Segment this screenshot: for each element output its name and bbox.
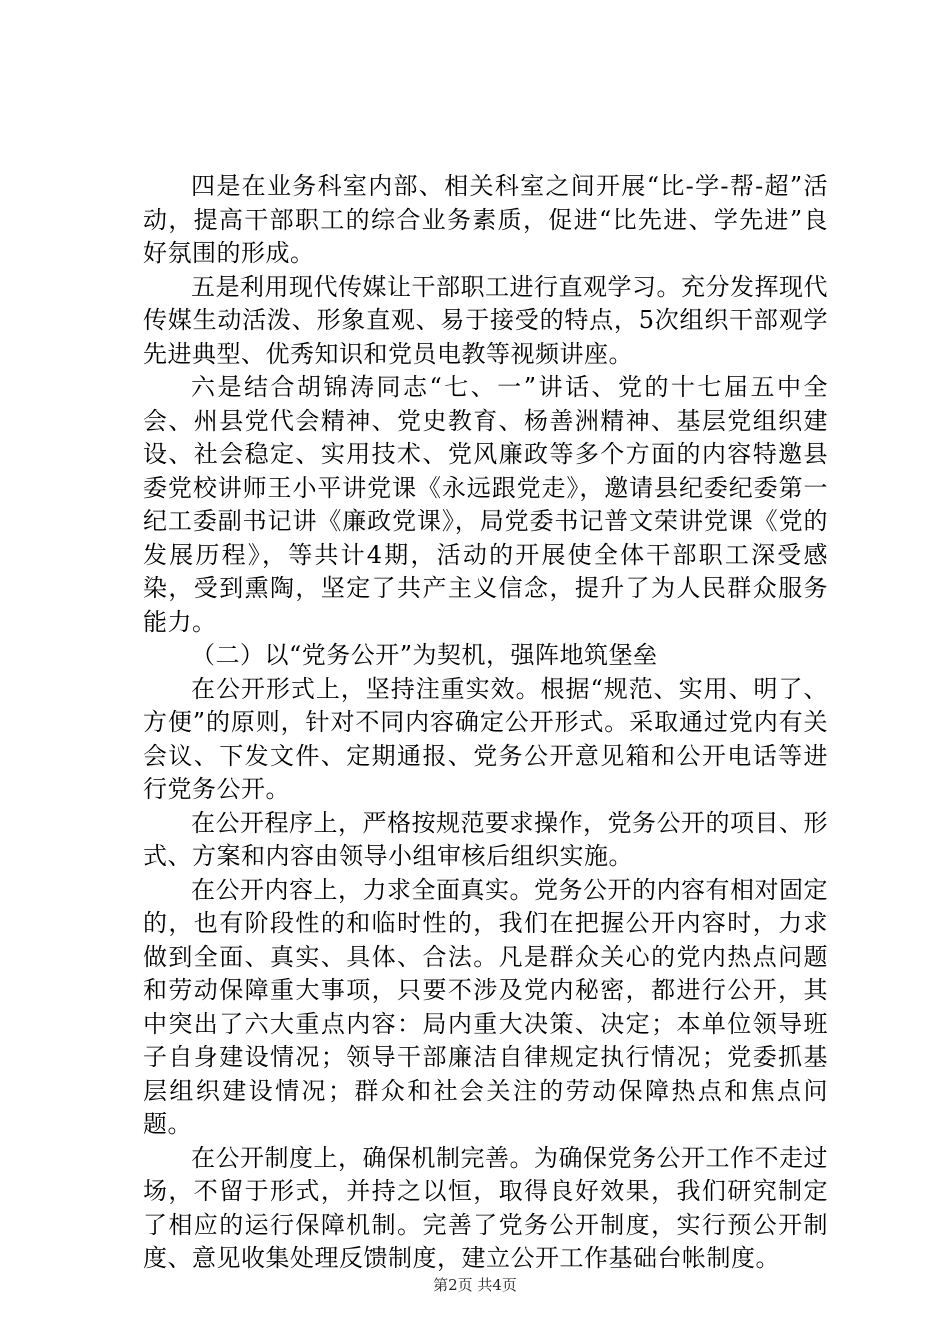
paragraph-five-media-learning: 五是利用现代传媒让干部职工进行直观学习。充分发挥现代传媒生动活泼、形象直观、易于接受的特点，5次组织干部观学先进典型、优秀知识和党员电教等视频讲座。	[143, 272, 828, 368]
document-body	[143, 170, 828, 1276]
paragraph-disclosure-system: 在公开制度上，确保机制完善。为确保党务公开工作不走过场，不留于形式，并持之以恒，取得良好效果，我们研究制定了相应的运行保障机制。完善了党务公开制度，实行预公开制度、意见收集处理反馈制度，建立公开工作基础台帐制度。	[143, 1143, 828, 1272]
paragraph-four-competition: 四是在业务科室内部、相关科室之间开展“比-学-帮-超”活动，提高干部职工的综合业务素质，促进“比先进、学先进”良好氛围的形成。	[143, 172, 828, 267]
paragraph-six-party-lectures: 六是结合胡锦涛同志“七、一”讲话、党的十七届五中全会、州县党代会精神、党史教育、杨善洲精神、基层党组织建设、社会稳定、实用技术、党风廉政等多个方面的内容特邀县委党校讲师王小平讲党课《永远跟党走》，邀请县纪委纪委第一纪工委副书记讲《廉政党课》，局党委书记普文荣讲党课《党的发展历程》，等共计4期，活动的开展使全体干部职工深受感染，受到熏陶，坚定了共产主义信念，提升了为人民群众服务能力。	[143, 373, 828, 636]
page-footer	[0, 1275, 950, 1295]
section-heading-party-affairs: （二）以“党务公开”为契机，强阵地筑堡垒	[191, 641, 658, 669]
paragraph-disclosure-content: 在公开内容上，力求全面真实。党务公开的内容有相对固定的，也有阶段性的和临时性的，我们在把握公开内容时，力求做到全面、真实、具体、合法。凡是群众关心的党内热点问题和劳动保障重大事项，只要不涉及党内秘密，都进行公开，其中突出了六大重点内容：局内重大决策、决定；本单位领导班子自身建设情况；领导干部廉洁自律规定执行情况；党委抓基层组织建设情况；群众和社会关注的劳动保障热点和焦点问题。	[143, 875, 828, 1138]
paragraph-disclosure-form: 在公开形式上，坚持注重实效。根据“规范、实用、明了、方便”的原则，针对不同内容确定公开形式。采取通过党内有关会议、下发文件、定期通报、党务公开意见箱和公开电话等进行党务公开。	[143, 674, 828, 803]
paragraph-disclosure-procedure: 在公开程序上，严格按规范要求操作，党务公开的项目、形式、方案和内容由领导小组审核后组织实施。	[143, 808, 828, 870]
page-number-label: 第2页 共4页	[433, 1276, 517, 1294]
